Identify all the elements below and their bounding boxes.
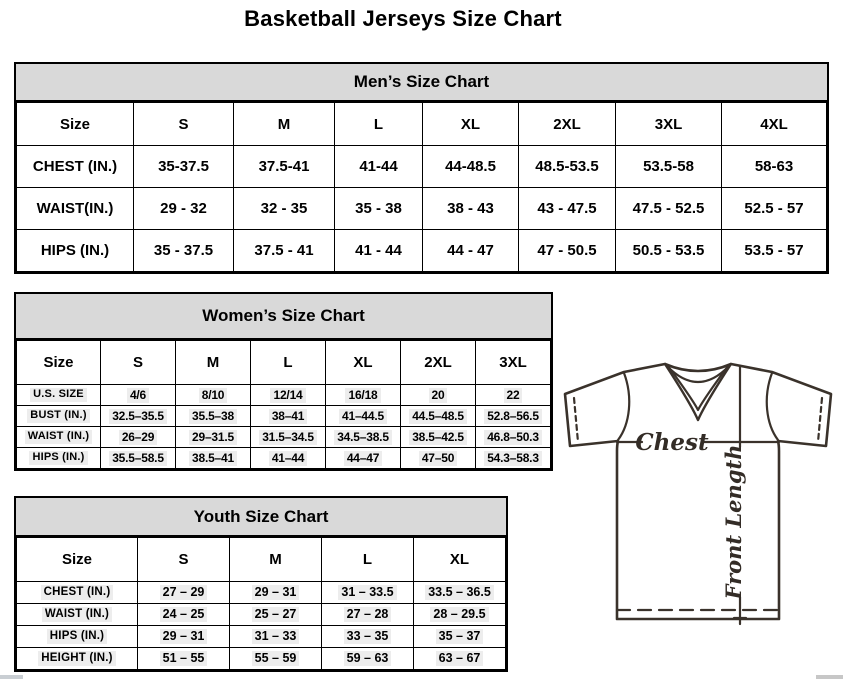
size-value: 44 - 47: [423, 230, 519, 272]
size-value: 52.5 - 57: [722, 188, 827, 230]
size-value-text: 38.5–42.5: [409, 430, 467, 445]
womens-size-table: [16, 340, 551, 469]
size-value: 37.5-41: [234, 146, 335, 188]
size-value-text: 35.5–58.5: [109, 451, 167, 466]
column-header: L: [251, 341, 326, 385]
column-header: M: [176, 341, 251, 385]
size-value: [251, 385, 326, 406]
column-header: L: [335, 103, 423, 146]
size-value-text: 38–41: [269, 409, 307, 424]
size-value-text: 4/6: [127, 388, 149, 403]
size-value: [326, 385, 401, 406]
column-header: M: [234, 103, 335, 146]
horizontal-scrollbar-fragment-left[interactable]: [0, 675, 23, 679]
size-value: [401, 406, 476, 427]
size-value: [322, 582, 414, 604]
column-header: XL: [423, 103, 519, 146]
page-title: Basketball Jerseys Size Chart: [244, 6, 562, 31]
size-value: [176, 385, 251, 406]
right-sleeve-stitch-line: [818, 398, 822, 442]
size-value: [176, 406, 251, 427]
table-row: [17, 406, 551, 427]
size-value: 50.5 - 53.5: [616, 230, 722, 272]
size-value: 35-37.5: [134, 146, 234, 188]
size-value: 48.5-53.5: [519, 146, 616, 188]
size-value-text: 38.5–41: [189, 451, 237, 466]
row-label: [17, 582, 138, 604]
size-value-text: 52.8–56.5: [484, 409, 542, 424]
column-header: 3XL: [476, 341, 551, 385]
column-header: 4XL: [722, 103, 827, 146]
size-value: [101, 427, 176, 448]
size-value: 41 - 44: [335, 230, 423, 272]
row-label-text: HIPS (IN.): [29, 451, 87, 465]
womens-size-chart: [14, 292, 553, 471]
table-header-row: [17, 538, 506, 582]
size-value-text: 59 – 63: [344, 651, 392, 667]
size-value: [414, 604, 506, 626]
mens-size-chart-title: Men’s Size Chart: [16, 64, 827, 102]
size-value: 47.5 - 52.5: [616, 188, 722, 230]
size-value: [138, 582, 230, 604]
mens-size-table: [16, 102, 827, 272]
size-value: [251, 406, 326, 427]
column-header: L: [322, 538, 414, 582]
row-label: [17, 448, 101, 469]
size-value-text: 29–31.5: [189, 430, 237, 445]
size-value-text: 47–50: [419, 451, 457, 466]
youth-size-chart-title: Youth Size Chart: [16, 498, 506, 537]
size-value-text: 44.5–48.5: [409, 409, 467, 424]
row-label: [17, 427, 101, 448]
column-header: XL: [414, 538, 506, 582]
size-value: [476, 385, 551, 406]
size-value: 35 - 38: [335, 188, 423, 230]
size-value: [230, 604, 322, 626]
size-value-text: 41–44: [269, 451, 307, 466]
size-value-text: 31 – 33: [252, 629, 300, 645]
row-label: WAIST(IN.): [17, 188, 134, 230]
size-value: [326, 448, 401, 469]
size-value-text: 35 – 37: [436, 629, 484, 645]
size-value: [414, 626, 506, 648]
right-armhole-seam: [767, 373, 778, 440]
size-value-text: 29 – 31: [252, 585, 300, 601]
size-value: 53.5-58: [616, 146, 722, 188]
table-row: [17, 188, 827, 230]
jersey-outline: [565, 364, 831, 619]
size-value-text: 22: [504, 388, 523, 403]
row-label: [17, 406, 101, 427]
size-value: 58-63: [722, 146, 827, 188]
mens-size-chart: [14, 62, 829, 274]
size-value: [101, 385, 176, 406]
column-header: 2XL: [401, 341, 476, 385]
size-value-text: 63 – 67: [436, 651, 484, 667]
row-label-text: HIPS (IN.): [47, 629, 107, 643]
size-value: [101, 406, 176, 427]
row-label-text: WAIST (IN.): [25, 430, 92, 444]
size-value: [176, 448, 251, 469]
table-row: [17, 427, 551, 448]
column-header: Size: [17, 538, 138, 582]
size-value: 43 - 47.5: [519, 188, 616, 230]
table-row: [17, 582, 506, 604]
column-header: Size: [17, 103, 134, 146]
left-armhole-seam: [618, 373, 629, 440]
size-value: 44-48.5: [423, 146, 519, 188]
table-header-row: [17, 103, 827, 146]
table-row: [17, 448, 551, 469]
size-value-text: 24 – 25: [160, 607, 208, 623]
size-value: [322, 626, 414, 648]
table-row: [17, 230, 827, 272]
size-value: [138, 626, 230, 648]
row-label-text: HEIGHT (IN.): [38, 651, 115, 665]
size-value: 38 - 43: [423, 188, 519, 230]
table-row: [17, 146, 827, 188]
youth-size-chart: [14, 496, 508, 672]
size-value: [476, 448, 551, 469]
size-value-text: 31 – 33.5: [338, 585, 396, 601]
size-value: [322, 648, 414, 670]
size-value: [401, 448, 476, 469]
size-value: [101, 448, 176, 469]
size-value: 29 - 32: [134, 188, 234, 230]
size-value: [138, 604, 230, 626]
row-label-text: WAIST (IN.): [42, 607, 112, 621]
size-value: 37.5 - 41: [234, 230, 335, 272]
column-header: S: [134, 103, 234, 146]
youth-size-table: [16, 537, 506, 670]
size-value: [251, 448, 326, 469]
column-header: S: [101, 341, 176, 385]
size-value: [322, 604, 414, 626]
size-value-text: 20: [429, 388, 448, 403]
size-value-text: 55 – 59: [252, 651, 300, 667]
size-value-text: 33.5 – 36.5: [425, 585, 494, 601]
size-value-text: 44–47: [344, 451, 382, 466]
column-header: 2XL: [519, 103, 616, 146]
size-value: [230, 582, 322, 604]
size-value-text: 16/18: [345, 388, 380, 403]
size-value: [476, 406, 551, 427]
row-label: [17, 648, 138, 670]
row-label-text: BUST (IN.): [27, 409, 89, 423]
size-value-text: 51 – 55: [160, 651, 208, 667]
size-value-text: 27 – 28: [344, 607, 392, 623]
size-value: [414, 648, 506, 670]
front-length-label: Front Length: [721, 444, 746, 600]
size-value-text: 31.5–34.5: [259, 430, 317, 445]
size-value-text: 8/10: [199, 388, 228, 403]
left-sleeve-stitch-line: [574, 398, 578, 442]
table-row: [17, 604, 506, 626]
size-value-text: 35.5–38: [189, 409, 237, 424]
size-value: 32 - 35: [234, 188, 335, 230]
size-value: [251, 427, 326, 448]
size-value-text: 54.3–58.3: [484, 451, 542, 466]
horizontal-scrollbar-fragment-right[interactable]: [816, 675, 843, 679]
size-value-text: 33 – 35: [344, 629, 392, 645]
table-row: [17, 626, 506, 648]
row-label: [17, 626, 138, 648]
size-value: [401, 385, 476, 406]
size-value: [326, 406, 401, 427]
row-label: CHEST (IN.): [17, 146, 134, 188]
size-value: [230, 626, 322, 648]
size-value-text: 41–44.5: [339, 409, 387, 424]
size-value: [138, 648, 230, 670]
table-row: [17, 385, 551, 406]
column-header: M: [230, 538, 322, 582]
size-value: 35 - 37.5: [134, 230, 234, 272]
size-value-text: 25 – 27: [252, 607, 300, 623]
column-header: 3XL: [616, 103, 722, 146]
size-value: [401, 427, 476, 448]
chest-label: Chest: [635, 429, 709, 456]
column-header: Size: [17, 341, 101, 385]
size-value-text: 46.8–50.3: [484, 430, 542, 445]
row-label-text: U.S. SIZE: [30, 388, 87, 402]
size-value-text: 12/14: [270, 388, 305, 403]
row-label-text: CHEST (IN.): [41, 585, 114, 599]
table-row: [17, 648, 506, 670]
size-value: [414, 582, 506, 604]
size-value: 53.5 - 57: [722, 230, 827, 272]
table-header-row: [17, 341, 551, 385]
size-value: [326, 427, 401, 448]
size-value: 41-44: [335, 146, 423, 188]
size-value-text: 29 – 31: [160, 629, 208, 645]
size-value-text: 27 – 29: [160, 585, 208, 601]
row-label: HIPS (IN.): [17, 230, 134, 272]
size-value-text: 26–29: [119, 430, 157, 445]
size-value: 47 - 50.5: [519, 230, 616, 272]
size-value-text: 28 – 29.5: [430, 607, 488, 623]
size-value: [176, 427, 251, 448]
row-label: [17, 604, 138, 626]
row-label: [17, 385, 101, 406]
size-value: [476, 427, 551, 448]
size-value-text: 32.5–35.5: [109, 409, 167, 424]
womens-size-chart-title: Women’s Size Chart: [16, 294, 551, 340]
vneck-inner-line: [668, 366, 728, 410]
size-value: [230, 648, 322, 670]
column-header: XL: [326, 341, 401, 385]
column-header: S: [138, 538, 230, 582]
size-value-text: 34.5–38.5: [334, 430, 392, 445]
jersey-measurement-diagram: [556, 352, 843, 646]
